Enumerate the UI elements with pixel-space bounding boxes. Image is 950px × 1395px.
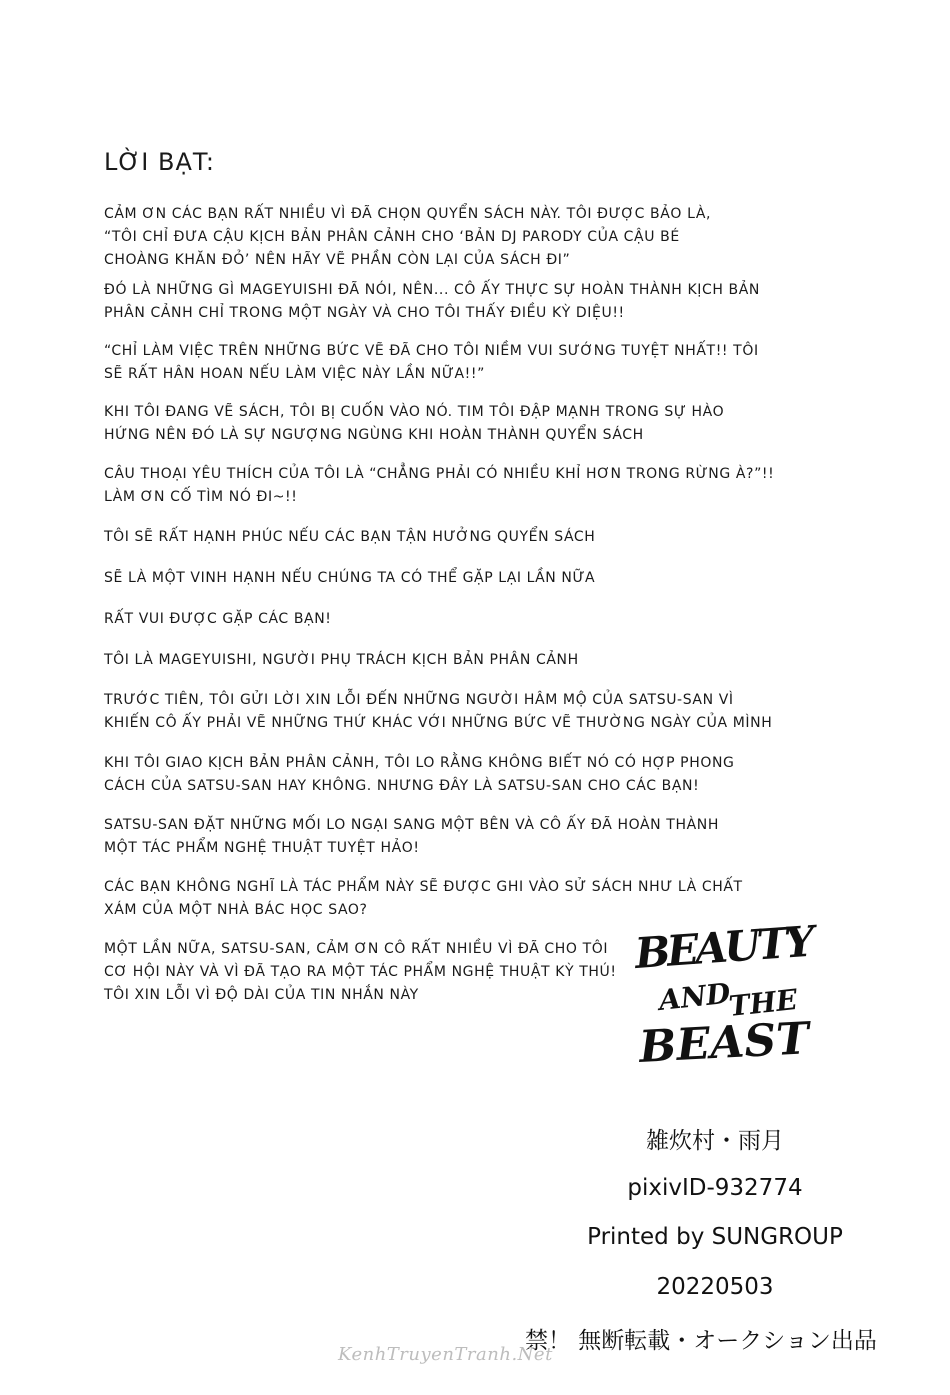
logo-line-2b: THE [727,982,799,1023]
site-watermark: KenhTruyenTranh.Net [338,1344,553,1365]
logo-line-2a: AND [657,976,732,1017]
paragraph-5: CÂU THOẠI YÊU THÍCH CỦA TÔI LÀ “CHẲNG PHẢI CÓ NHIỀU KHỈ HƠN TRONG RỪNG À?”!! LÀM ƠN CỐ TÌM NÓ ĐI~!! [104,466,775,505]
paragraph-7: SẼ LÀ MỘT VINH HẠNH NẾU CHÚNG TA CÓ THỂ GẶP LẠI LẦN NỮA [104,570,596,586]
reprint-prohibited-notice: 禁！ 無断転載・オークション出品 [525,1328,877,1354]
paragraph-10: TRƯỚC TIÊN, TÔI GỬI LỜI XIN LỖI ĐẾN NHỮNG NGƯỜI HÂM MỘ CỦA SATSU-SAN VÌ KHIẾN CÔ ẤY PHẢI VẼ NHỮNG THỨ KHÁC VỚI NHỮNG BỨC VẼ THƯỜNG NGÀY CỦA MÌNH [104,692,773,731]
print-date: 20220503 [656,1274,774,1300]
afterword-heading: LỜI BẠT: [104,148,215,176]
printer-credit: Printed by SUNGROUP [587,1224,843,1250]
beauty-and-the-beast-logo [630,920,820,1070]
paragraph-6: TÔI SẼ RẤT HẠNH PHÚC NẾU CÁC BẠN TẬN HƯỞNG QUYỂN SÁCH [104,529,596,545]
paragraph-3: “CHỈ LÀM VIỆC TRÊN NHỮNG BỨC VẼ ĐÃ CHO TÔI NIỀM VUI SƯỚNG TUYỆT NHẤT!! TÔI SẼ RẤT HÂN HOAN NẾU LÀM VIỆC NÀY LẦN NỮA!!” [104,343,759,382]
paragraph-4: KHI TÔI ĐANG VẼ SÁCH, TÔI BỊ CUỐN VÀO NÓ. TIM TÔI ĐẬP MẠNH TRONG SỰ HÀO HỨNG NÊN ĐÓ LÀ SỰ NGƯỢNG NGÙNG KHI HOÀN THÀNH QUYỂN SÁCH [104,404,725,443]
logo-line-3: BEAST [637,1013,811,1070]
paragraph-8: RẤT VUI ĐƯỢC GẶP CÁC BẠN! [104,611,332,627]
logo-line-1: BEAUTY [633,920,817,978]
paragraph-1: CẢM ƠN CÁC BẠN RẤT NHIỀU VÌ ĐÃ CHỌN QUYỂN SÁCH NÀY. TÔI ĐƯỢC BẢO LÀ, “TÔI CHỈ ĐƯA CẬU KỊCH BẢN PHÂN CẢNH CHO ‘BẢN DJ PARODY CỦA CẬU BÉ CHOÀNG KHĂN ĐỎ’ NÊN HÃY VẼ PHẦN CÒN LẠI CỦA SÁCH ĐI” [104,206,712,268]
paragraph-13: CÁC BẠN KHÔNG NGHĨ LÀ TÁC PHẨM NÀY SẼ ĐƯỢC GHI VÀO SỬ SÁCH NHƯ LÀ CHẤT XÁM CỦA MỘT NHÀ BÁC HỌC SAO? [104,879,743,918]
paragraph-9: TÔI LÀ MAGEYUISHI, NGƯỜI PHỤ TRÁCH KỊCH BẢN PHÂN CẢNH [104,652,579,668]
pixiv-id: pixivID-932774 [627,1175,803,1201]
circle-name: 雑炊村・雨月 [646,1128,784,1154]
paragraph-2: ĐÓ LÀ NHỮNG GÌ MAGEYUISHI ĐÃ NÓI, NÊN... CÔ ẤY THỰC SỰ HOÀN THÀNH KỊCH BẢN PHÂN CẢNH CHỈ TRONG MỘT NGÀY VÀ CHO TÔI THẤY ĐIỀU KỲ DIỆU!! [104,282,760,321]
paragraph-12: SATSU-SAN ĐẶT NHỮNG MỐI LO NGẠI SANG MỘT BÊN VÀ CÔ ẤY ĐÃ HOÀN THÀNH MỘT TÁC PHẨM NGHỆ THUẬT TUYỆT HẢO! [104,817,719,856]
paragraph-14: MỘT LẦN NỮA, SATSU-SAN, CẢM ƠN CÔ RẤT NHIỀU VÌ ĐÃ CHO TÔI CƠ HỘI NÀY VÀ VÌ ĐÃ TẠO RA MỘT TÁC PHẨM NGHỆ THUẬT KỲ THÚ! TÔI XIN LỖI VÌ ĐỘ DÀI CỦA TIN NHẮN NÀY [104,941,617,1003]
paragraph-11: KHI TÔI GIAO KỊCH BẢN PHÂN CẢNH, TÔI LO RẰNG KHÔNG BIẾT NÓ CÓ HỢP PHONG CÁCH CỦA SATSU-SAN HAY KHÔNG. NHƯNG ĐÂY LÀ SATSU-SAN CHO CÁC BẠN! [104,755,735,794]
